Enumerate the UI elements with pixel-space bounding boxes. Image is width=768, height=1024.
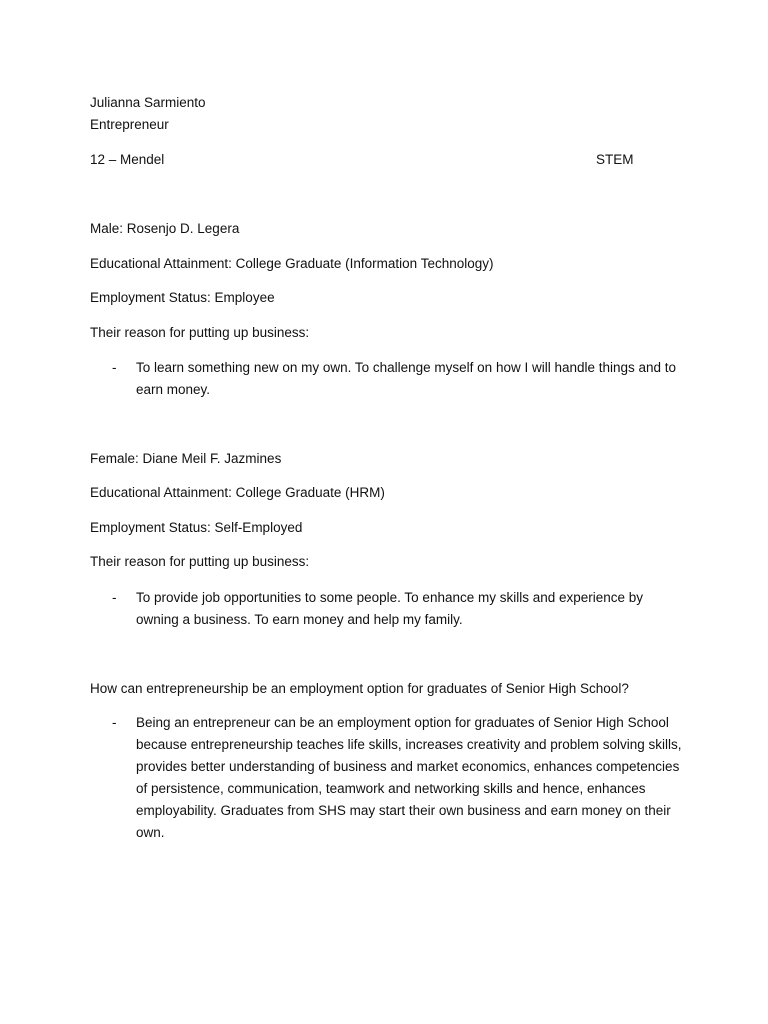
female-reason-heading: Their reason for putting up business: <box>90 554 310 569</box>
female-reason-bullet: - <box>112 590 117 605</box>
male-employment: Employment Status: Employee <box>90 290 275 305</box>
male-reason-heading: Their reason for putting up business: <box>90 325 310 340</box>
female-employment: Employment Status: Self-Employed <box>90 520 303 535</box>
class-section: 12 – Mendel <box>90 152 165 167</box>
male-reason-text: To learn something new on my own. To challenge myself on how I will handle things and to earn money. <box>136 360 677 397</box>
male-name: Male: Rosenjo D. Legera <box>90 221 240 236</box>
answer-text: Being an entrepreneur can be an employment option for graduates of Senior High School because entrepreneurship teaches life skills, increases creativity and problem solving skills, provides better understanding of business and market economics, enhances competencies of persistence, communication, teamwork and networking skills and hence, enhances employability. Graduates from SHS may start their own business and earn money on their own. <box>136 715 682 840</box>
male-education: Educational Attainment: College Graduate (Information Technology) <box>90 256 494 271</box>
author-name: Julianna Sarmiento <box>90 95 206 110</box>
academic-strand: STEM <box>596 152 634 167</box>
female-name: Female: Diane Meil F. Jazmines <box>90 451 282 466</box>
male-reason-bullet: - <box>112 360 117 375</box>
female-education: Educational Attainment: College Graduate (HRM) <box>90 485 385 500</box>
answer-bullet: - <box>112 715 117 730</box>
question-text: How can entrepreneurship be an employment option for graduates of Senior High School? <box>90 681 629 696</box>
female-reason-text: To provide job opportunities to some people. To enhance my skills and experience by owning a business. To earn money and help my family. <box>136 590 644 627</box>
author-role: Entrepreneur <box>90 117 169 132</box>
